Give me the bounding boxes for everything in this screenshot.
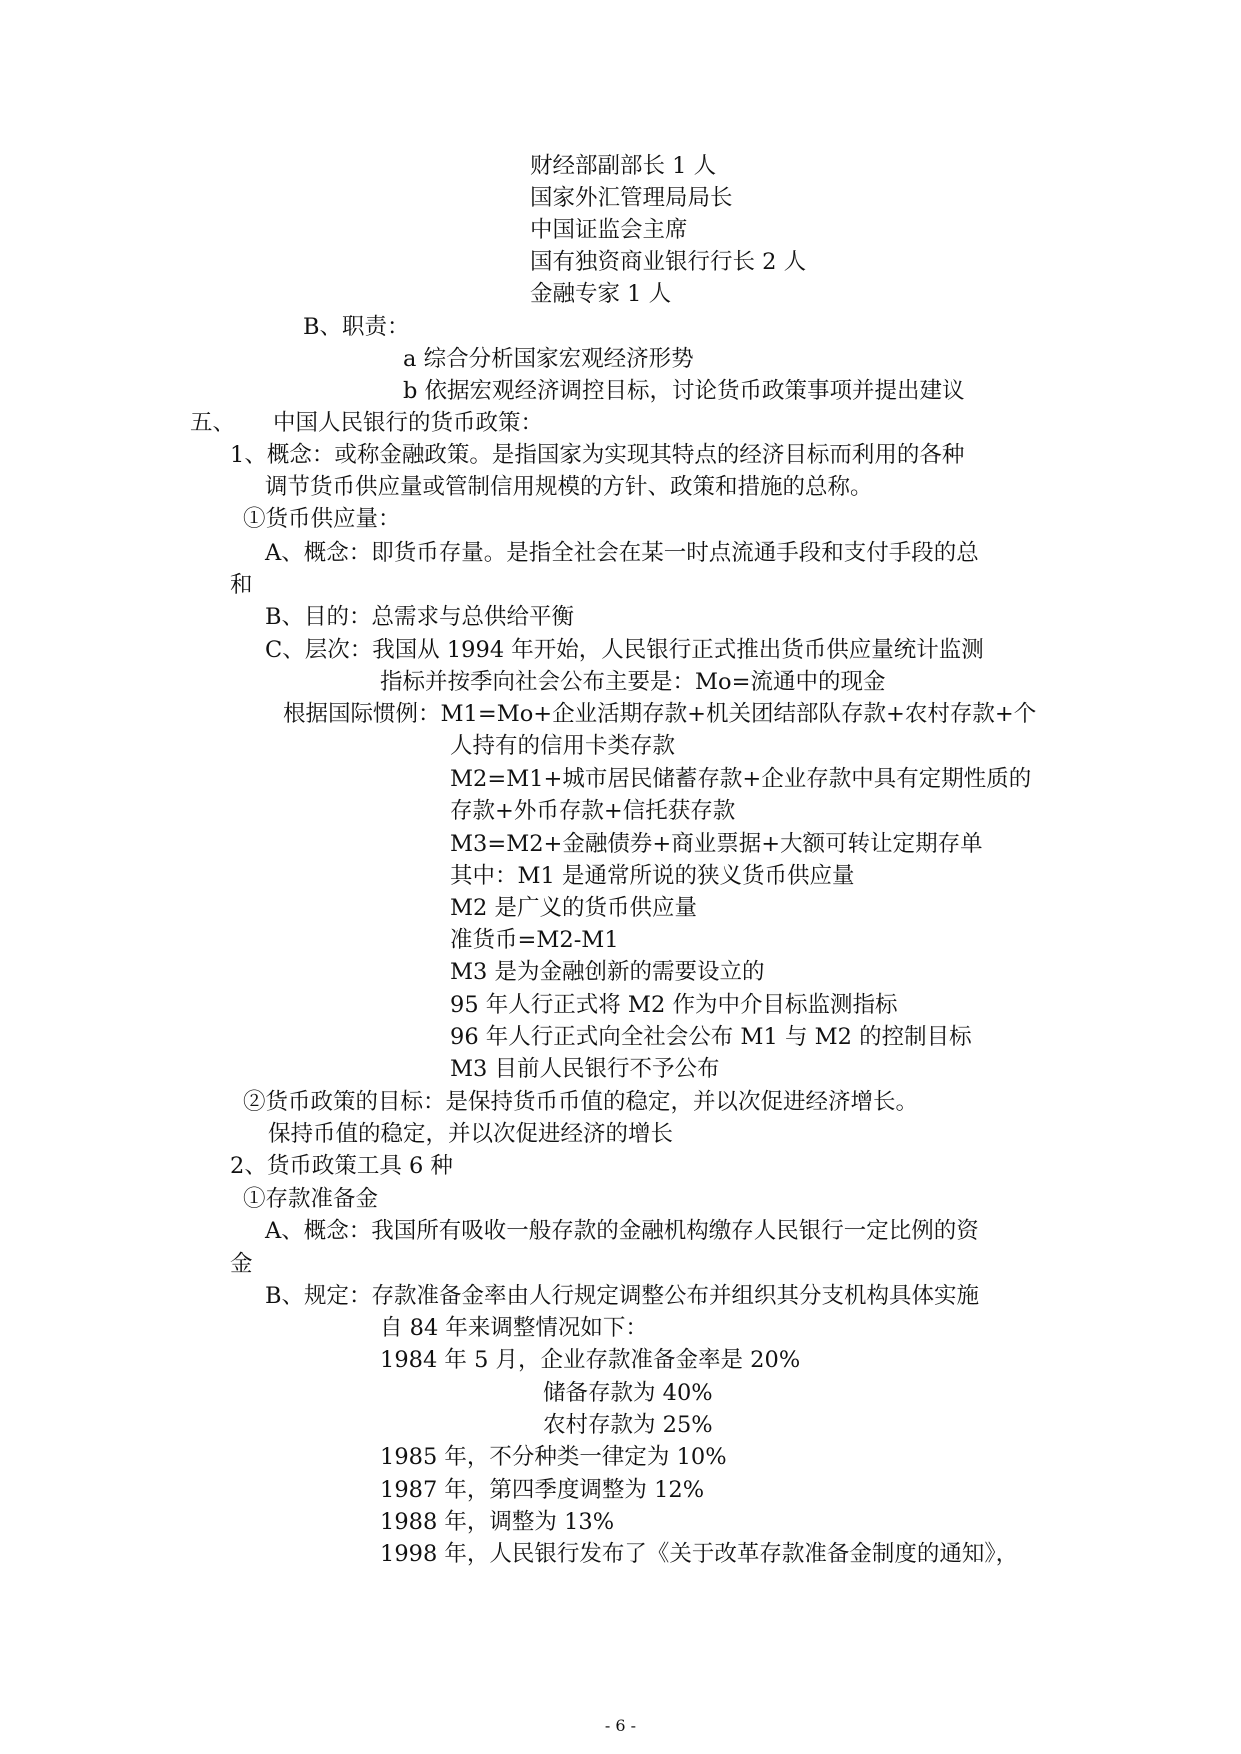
text-line: ②货币政策的目标：是保持货币币值的稳定，并以次促进经济增长。 [243, 1089, 919, 1115]
text-line: 自 84 年来调整情况如下： [380, 1315, 648, 1341]
text-line: ①存款准备金 [243, 1186, 379, 1212]
text-line: 1985 年，不分种类一律定为 10% [380, 1444, 727, 1470]
text-line: M3 是为金融创新的需要设立的 [450, 959, 765, 985]
text-line: 和 [230, 572, 253, 598]
text-line: 95 年人行正式将 M2 作为中介目标监测指标 [450, 992, 898, 1018]
text-line: 1984 年 5 月，企业存款准备金率是 20% [380, 1347, 801, 1373]
text-line: 其中：M1 是通常所说的狭义货币供应量 [450, 863, 855, 889]
text-line: M3=M2+金融债券+商业票据+大额可转让定期存单 [450, 831, 983, 857]
text-line: 储备存款为 40% [543, 1380, 713, 1406]
text-line: 96 年人行正式向全社会公布 M1 与 M2 的控制目标 [450, 1024, 972, 1050]
text-line: 2、货币政策工具 6 种 [230, 1153, 453, 1179]
text-line: 人持有的信用卡类存款 [450, 733, 676, 759]
text-line: 保持币值的稳定，并以次促进经济的增长 [268, 1121, 674, 1147]
text-line: M3 目前人民银行不予公布 [450, 1056, 720, 1082]
text-line: 准货币=M2-M1 [450, 927, 619, 953]
text-line: 金融专家 1 人 [530, 281, 672, 307]
text-line: 根据国际惯例：M1=Mo+企业活期存款+机关团结部队存款+农村存款+个 [283, 701, 1037, 727]
text-line: 指标并按季向社会公布主要是：Mo=流通中的现金 [380, 669, 886, 695]
section-number: 五、 [190, 410, 236, 436]
text-line: B、目的：总需求与总供给平衡 [265, 604, 575, 630]
section-heading: 中国人民银行的货币政策： [273, 410, 544, 436]
text-line: 1988 年，调整为 13% [380, 1509, 615, 1535]
text-line: A、概念：即货币存量。是指全社会在某一时点流通手段和支付手段的总 [265, 540, 979, 566]
page-number: - 6 - [604, 1716, 637, 1735]
text-line: 中国证监会主席 [530, 217, 688, 243]
text-line: 国有独资商业银行行长 2 人 [530, 249, 807, 275]
text-line: M2=M1+城市居民储蓄存款+企业存款中具有定期性质的 [450, 766, 1032, 792]
text-line: b 依据宏观经济调控目标，讨论货币政策事项并提出建议 [403, 378, 965, 404]
text-line: 1、概念：或称金融政策。是指国家为实现其特点的经济目标而利用的各种 [230, 442, 965, 468]
text-line: 1998 年，人民银行发布了《关于改革存款准备金制度的通知》， [380, 1541, 1019, 1567]
text-line: 农村存款为 25% [543, 1412, 713, 1438]
text-line: B、职责： [303, 314, 410, 340]
text-line: C、层次：我国从 1994 年开始，人民银行正式推出货币供应量统计监测 [265, 637, 984, 663]
text-line: ①货币供应量： [243, 506, 401, 532]
text-line: 国家外汇管理局局长 [530, 185, 733, 211]
text-line: B、规定：存款准备金率由人行规定调整公布并组织其分支机构具体实施 [265, 1283, 980, 1309]
text-line: a 综合分析国家宏观经济形势 [403, 346, 694, 372]
text-line: 金 [230, 1251, 253, 1277]
text-line: A、概念：我国所有吸收一般存款的金融机构缴存人民银行一定比例的资 [265, 1218, 979, 1244]
text-line: M2 是广义的货币供应量 [450, 895, 698, 921]
text-line: 调节货币供应量或管制信用规模的方针、政策和措施的总称。 [265, 474, 873, 500]
text-line: 1987 年，第四季度调整为 12% [380, 1477, 705, 1503]
text-line: 存款+外币存款+信托获存款 [450, 798, 736, 824]
text-line: 财经部副部长 1 人 [530, 153, 717, 179]
